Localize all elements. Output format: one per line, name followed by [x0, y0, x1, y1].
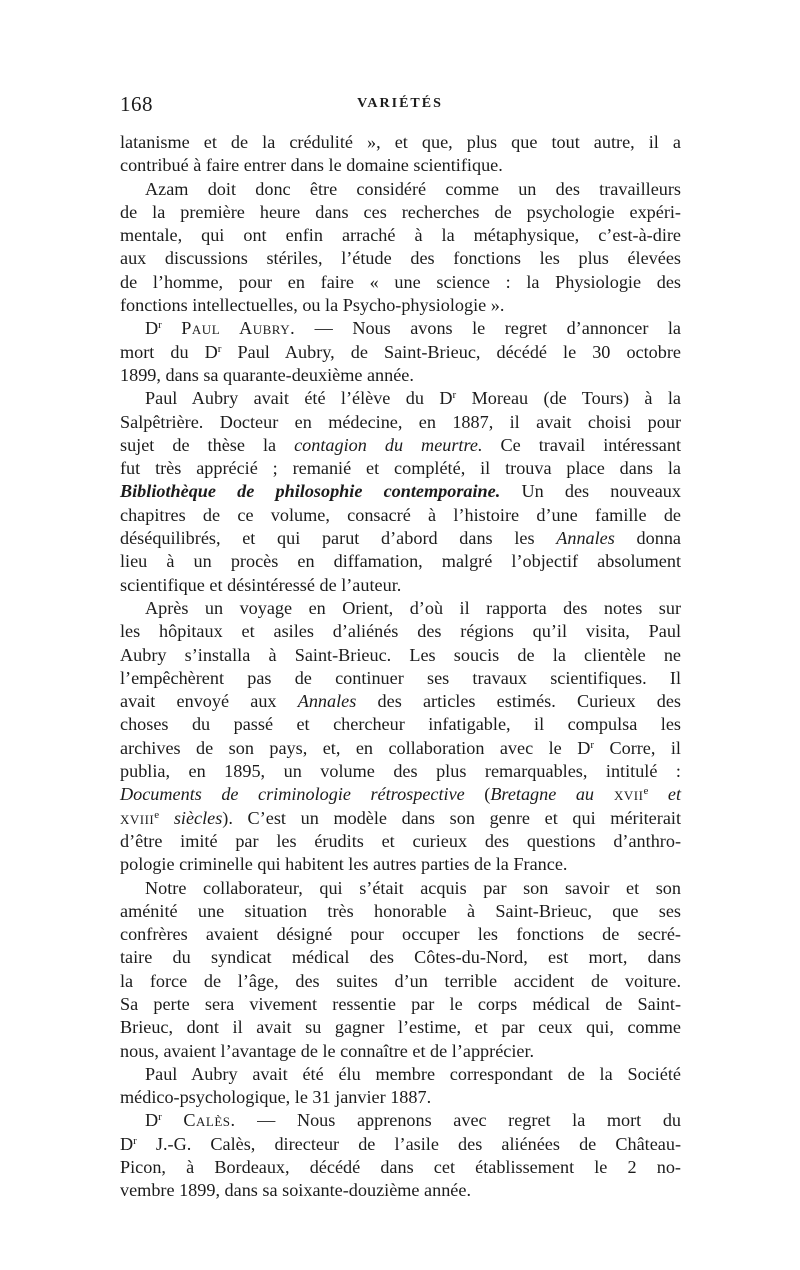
text-span: Ce travail intéressant: [482, 434, 682, 455]
text-line: Sa perte sera vivement ressentie par le corps médical de Saint-: [120, 993, 681, 1014]
text-span: ). C’est un modèle dans son genre et qui mériterait: [222, 807, 681, 828]
text-line: aux discussions stériles, l’étude des fonctions les plus élevées: [120, 248, 681, 269]
text-span: D: [120, 1133, 134, 1154]
text-line: vembre 1899, dans sa soixante-douzième année.: [120, 1180, 471, 1201]
paragraph-4: [120, 387, 681, 597]
century-numeral: xviii: [120, 807, 155, 828]
obituary-cales: [120, 1109, 681, 1202]
text-line: Azam doit donc être considéré comme un des travailleurs: [145, 178, 681, 199]
text-line: Picon, à Bordeaux, décédé dans cet établissement le 2 no-: [120, 1157, 681, 1178]
text-line: Brieuc, dont il avait su gagner l’estime, et par ceux qui, comme: [120, 1017, 681, 1038]
text-span: Paul Aubry, de Saint-Brieuc, décédé le 30 octobre: [221, 341, 681, 362]
text-line: [120, 527, 681, 550]
text-line: Paul Aubry avait été élu membre correspondant de la Société: [145, 1063, 681, 1084]
text-line: fut très apprécié ; remanié et complété, il trouva place dans la: [120, 458, 681, 479]
text-line: [120, 387, 681, 410]
text-line: [120, 1133, 681, 1156]
superscript: r: [158, 319, 162, 332]
text-span: déséquilibrés, et qui parut d’abord dans les: [120, 528, 557, 549]
text-line: [120, 480, 681, 503]
superscript: r: [158, 1111, 162, 1124]
text-line: Salpêtrière. Docteur en médecine, en 1887, il avait choisi pour: [120, 411, 681, 432]
book-subtitle: et: [648, 784, 681, 805]
paragraph-5: [120, 597, 681, 877]
text-line: contribué à faire entrer dans le domaine scientifique.: [120, 155, 503, 176]
text-span: mort du D: [120, 341, 218, 362]
text-line: latanisme et de la crédulité », et que, plus que tout autre, il a: [120, 132, 681, 152]
text-line: nous, avaient l’avantage de le connaître et de l’apprécier.: [120, 1040, 535, 1061]
text-line: lieu à un procès en diffamation, malgré l’objectif absolument: [120, 551, 681, 572]
page-number: 168: [120, 92, 153, 116]
text-span: Corre, il: [594, 737, 681, 758]
text-span: Paul Aubry avait été l’élève du D: [145, 388, 453, 409]
doctor-abbrev: D: [145, 1110, 159, 1131]
book-subtitle: siècles: [159, 807, 223, 828]
text-line: [120, 783, 681, 806]
superscript: r: [590, 738, 595, 751]
doctor-abbrev: D: [145, 318, 159, 339]
text-line: mentale, qui ont enfin arraché à la métaphysique, c’est-à-dire: [120, 225, 681, 246]
text-line: Aubry s’installa à Saint-Brieuc. Les soucis de la clientèle ne: [120, 644, 681, 665]
text-line: [120, 737, 681, 760]
text-line: de l’homme, pour en faire « une science : la Physiologie des: [120, 271, 681, 292]
obituary-name: Calès.: [183, 1110, 236, 1131]
paragraph-1: [120, 131, 681, 178]
text-line: [120, 317, 681, 340]
text-span: archives de son pays, et, en collaboration avec le D: [120, 737, 591, 758]
text-line: fonctions intellectuelles, ou la Psycho-physiologie ».: [120, 295, 505, 316]
superscript: r: [133, 1134, 137, 1147]
text-line: [120, 807, 681, 830]
journal-title: Annales: [297, 691, 357, 712]
superscript: e: [154, 808, 160, 821]
text-line: la force de l’âge, des suites d’un terrible accident de voiture.: [120, 970, 681, 991]
text-span: Un des nouveaux: [500, 481, 681, 502]
text-span: donna: [614, 528, 681, 549]
thesis-title: contagion du meurtre.: [294, 434, 483, 455]
page-header: [120, 92, 680, 122]
text-span: — Nous avons le regret d’annoncer la: [295, 318, 681, 339]
superscript: r: [452, 389, 457, 402]
text-line: taire du syndicat médical des Côtes-du-Nord, est mort, dans: [120, 947, 681, 968]
text-line: médico-psychologique, le 31 janvier 1887.: [120, 1087, 432, 1108]
text-line: aménité une situation très honorable à Saint-Brieuc, que ses: [120, 900, 681, 921]
text-line: 1899, dans sa quarante-deuxième année.: [120, 364, 414, 385]
running-title: VARIÉTÉS: [357, 96, 443, 111]
paragraph-7: [120, 1063, 681, 1110]
text-line: l’empêchèrent pas de continuer ses travaux scientifiques. Il: [120, 667, 681, 688]
text-line: les hôpitaux et asiles d’aliénés des régions qu’il visita, Paul: [120, 621, 681, 642]
text-line: [120, 434, 681, 457]
book-subtitle: Bretagne au: [490, 784, 595, 805]
text-span: (: [464, 784, 491, 805]
text-line: [120, 1109, 681, 1132]
journal-title: Annales: [556, 528, 615, 549]
text-span: sujet de thèse la: [120, 434, 295, 455]
text-line: d’être imité par les érudits et curieux des questions d’anthro-: [120, 830, 681, 851]
text-span: — Nous apprenons avec regret la mort du: [235, 1110, 682, 1131]
text-line: [120, 690, 681, 713]
text-line: Notre collaborateur, qui s’était acquis par son savoir et son: [145, 877, 681, 898]
text-line: [120, 341, 681, 364]
body-text: [120, 131, 681, 1203]
superscript: e: [643, 785, 649, 798]
text-line: publia, en 1895, un volume des plus remarquables, intitulé :: [120, 761, 681, 782]
text-line: choses du passé et chercheur infatigable, il compulsa les: [120, 714, 681, 735]
paragraph-6: [120, 877, 681, 1063]
text-span: des articles estimés. Curieux des: [356, 691, 681, 712]
century-numeral: xvii: [594, 784, 644, 805]
obituary-aubry: [120, 317, 681, 387]
text-line: Après un voyage en Orient, d’où il rapporta des notes sur: [145, 597, 681, 618]
text-line: confrères avaient désigné pour occuper les fonctions de secré-: [120, 924, 681, 945]
paragraph-2: [120, 178, 681, 318]
text-line: pologie criminelle qui habitent les autres parties de la France.: [120, 854, 568, 875]
text-line: scientifique et désintéressé de l’auteur.: [120, 574, 402, 595]
superscript: r: [217, 342, 222, 355]
text-span: avait envoyé aux: [120, 691, 298, 712]
series-title: Bibliothèque de philosophie contemporaine.: [120, 481, 501, 502]
book-title: Documents de criminologie rétrospective: [120, 784, 465, 805]
text-span: J.-G. Calès, directeur de l’asile des aliénées de Château-: [136, 1133, 681, 1154]
text-line: de la première heure dans ces recherches de psychologie expéri-: [120, 201, 681, 222]
text-line: chapitres de ce volume, consacré à l’histoire d’une famille de: [120, 504, 681, 525]
text-span: Moreau (de Tours) à la: [456, 388, 681, 409]
obituary-name: Paul Aubry.: [181, 318, 296, 339]
